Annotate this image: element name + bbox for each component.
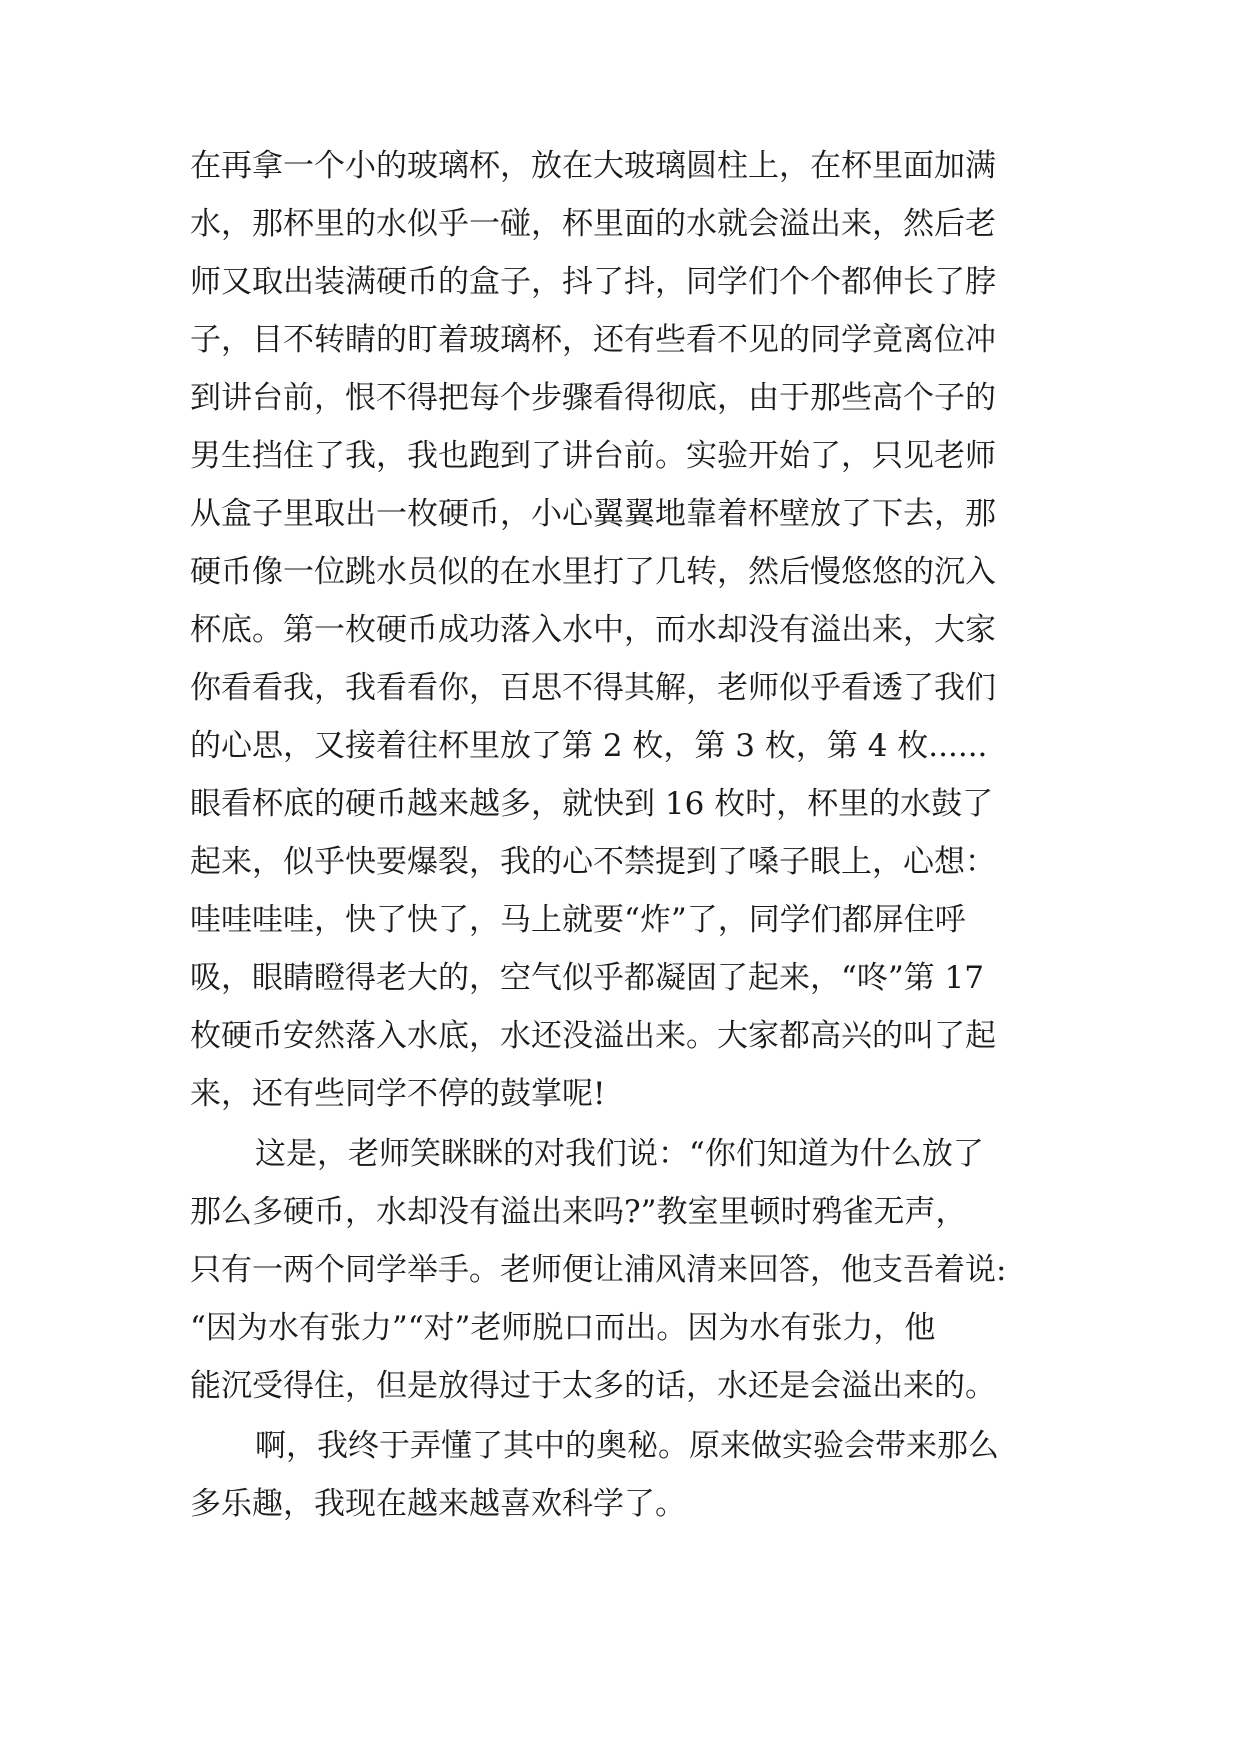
text-line: 硬币像一位跳水员似的在水里打了几转，然后慢悠悠的沉入 (190, 554, 996, 590)
text-line: 从盒子里取出一枚硬币，小心翼翼地靠着杯壁放了下去，那 (190, 496, 996, 532)
paragraph-first-line: 这是，老师笑眯眯的对我们说：“你们知道为什么放了 (255, 1136, 984, 1172)
text-line: 的心思，又接着往杯里放了第 2 枚，第 3 枚，第 4 枚...... (190, 728, 988, 764)
text-line: 师又取出装满硬币的盒子，抖了抖，同学们个个都伸长了脖 (190, 264, 996, 300)
text-line: 到讲台前，恨不得把每个步骤看得彻底，由于那些高个子的 (190, 380, 996, 416)
text-line: 只有一两个同学举手。老师便让浦风清来回答，他支吾着说: (190, 1252, 1007, 1288)
text-line: 多乐趣，我现在越来越喜欢科学了。 (190, 1486, 686, 1522)
text-line: 枚硬币安然落入水底，水还没溢出来。大家都高兴的叫了起 (190, 1018, 996, 1054)
text-line: “因为水有张力”“对”老师脱口而出。因为水有张力，他 (190, 1310, 936, 1346)
text-line: 能沉受得住，但是放得过于太多的话，水还是会溢出来的。 (190, 1368, 996, 1404)
text-line: 吸，眼睛瞪得老大的，空气似乎都凝固了起来，“咚”第 17 (190, 960, 984, 996)
text-line: 来，还有些同学不停的鼓掌呢! (190, 1076, 606, 1112)
text-line: 男生挡住了我，我也跑到了讲台前。实验开始了，只见老师 (190, 438, 996, 474)
text-line: 在再拿一个小的玻璃杯，放在大玻璃圆柱上，在杯里面加满 (190, 148, 996, 184)
paragraph-first-line: 啊，我终于弄懂了其中的奥秘。原来做实验会带来那么 (255, 1428, 999, 1464)
text-line: 眼看杯底的硬币越来越多，就快到 16 枚时，杯里的水鼓了 (190, 786, 994, 822)
text-line: 杯底。第一枚硬币成功落入水中，而水却没有溢出来，大家 (190, 612, 996, 648)
text-line: 那么多硬币，水却没有溢出来吗?”教室里顿时鸦雀无声， (190, 1194, 967, 1230)
text-line: 哇哇哇哇，快了快了，马上就要“炸”了，同学们都屏住呼 (190, 902, 966, 938)
text-line: 子，目不转睛的盯着玻璃杯，还有些看不见的同学竟离位冲 (190, 322, 996, 358)
text-line: 起来，似乎快要爆裂，我的心不禁提到了嗓子眼上，心想： (190, 844, 996, 880)
text-line: 水，那杯里的水似乎一碰，杯里面的水就会溢出来，然后老 (190, 206, 996, 242)
text-line: 你看看我，我看看你，百思不得其解，老师似乎看透了我们 (190, 670, 996, 706)
